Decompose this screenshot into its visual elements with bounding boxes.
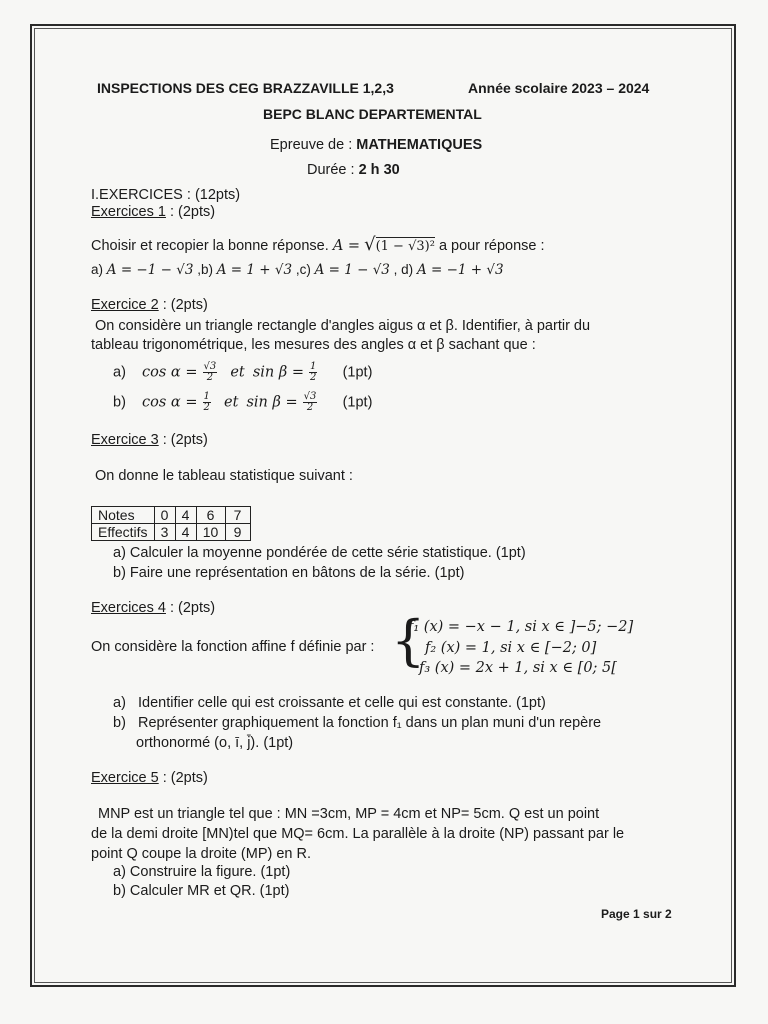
ex3-heading [91,432,208,448]
ex2-b-cos: cos α = [142,394,198,411]
ex3-question-a: a) Calculer la moyenne pondérée de cette série statistique. (1pt) [113,545,526,561]
ex3-question-b: b) Faire une représentation en bâtons de la série. (1pt) [113,565,465,581]
table-row [92,524,251,541]
ex5-line1: MNP est un triangle tel que : MN =3cm, MP = 4cm et NP= 5cm. Q est un point [98,806,600,822]
ex1-a-equals: A = [332,238,361,254]
ex5-points: : (2pts) [158,770,208,786]
ex4-question-b [113,715,601,731]
ex2-line1: On considère un triangle rectangle d'angles aigus α et β. Identifier, à partir du [95,318,591,334]
ex2-a-label: a) [113,364,126,381]
ex2-line2: tableau trigonométrique, les mesures des angles α et β sachant que : [91,337,536,353]
table-row-label: Effectifs [92,524,155,541]
ex2-b-et: et [223,394,239,411]
ex4-heading [91,600,215,616]
header-exam-name: BEPC BLANC DEPARTEMENTAL [263,106,482,122]
ex4-question-a [113,695,546,711]
stats-table [91,506,251,541]
frac-den: 2 [310,372,317,383]
ex4-f3: f₃ (x) = 2x + 1, si x ∈ [0; 5[ [419,660,617,676]
table-row-label: Notes [92,507,155,524]
ex2-title: Exercice 2 [91,297,159,313]
ex1-suffix: a pour réponse : [438,238,545,254]
ex2-a-cos: cos α = [142,364,198,381]
ex1-statement [91,234,545,255]
ex1-radicand: (1 − √3)² [375,239,435,254]
ex1-choices [91,262,504,278]
ex1-instruction: Choisir et recopier la bonne réponse. [91,238,329,254]
ex4-title: Exercices 4 [91,600,166,616]
table-cell: 0 [154,507,175,524]
header-inspections: INSPECTIONS DES CEG BRAZZAVILLE 1,2,3 [97,80,394,96]
table-cell: 3 [154,524,175,541]
ex2-heading [91,297,208,313]
section-title: I.EXERCICES : (12pts) [91,187,241,203]
ex1-points: : (2pts) [165,204,216,220]
choice-a-label: a) [91,262,104,277]
ex5-question-b: b) Calculer MR et QR. (1pt) [113,883,290,899]
table-cell: 4 [175,507,196,524]
ex5-line3: point Q coupe la droite (MP) en R. [91,846,312,862]
frac-den: 2 [203,402,210,413]
ex2-b-points: (1pt) [342,394,373,411]
ex5-question-a: a) Construire la figure. (1pt) [113,864,291,880]
choice-c-label: ,c) [295,262,311,277]
table-cell: 10 [196,524,225,541]
header-subject [270,137,482,153]
choice-a: A = −1 − √3 [106,262,194,278]
table-cell: 6 [196,507,225,524]
ex5-title: Exercice 5 [91,770,159,786]
ex2-item-b [113,392,372,413]
ex4-intro: On considère la fonction affine f définie par : [91,639,375,655]
choice-c: A = 1 − √3 [314,262,390,278]
choice-d: A = −1 + √3 [416,262,504,278]
ex5-heading [91,770,208,786]
frac-num: 1 [310,361,317,372]
ex2-b-label: b) [113,394,126,411]
piecewise-brace: { [391,609,426,672]
frac-num: √3 [203,361,217,372]
ex4-b-label: b) [113,715,126,731]
ex4-f1: f₁ (x) = −x − 1, si x ∈ ]−5; −2] [408,619,634,635]
ex4-a-label: a) [113,695,126,711]
choice-b: A = 1 + √3 [216,262,293,278]
header-duration [307,162,400,178]
ex3-title: Exercice 3 [91,432,159,448]
frac-den: 2 [306,402,314,413]
sqrt-symbol: √ [364,234,376,255]
ex1-title: Exercices 1 [91,204,166,220]
table-cell: 4 [175,524,196,541]
ex3-points: : (2pts) [158,432,208,448]
ex2-a-cos-frac [203,362,218,383]
duration-value: 2 h 30 [358,162,400,178]
ex4-question-b-cont: orthonormé (o, ī, j̄). (1pt) [136,735,294,751]
ex2-a-points: (1pt) [342,364,373,381]
ex2-item-a [113,362,372,383]
table-cell: 7 [225,507,250,524]
choice-d-label: , d) [393,262,414,277]
frac-num: √3 [303,391,317,402]
ex4-b-text: Représenter graphiquement la fonction f₁ dans un plan muni d'un repère [138,715,602,731]
page-number: Page 1 sur 2 [601,907,672,921]
ex2-a-sin-frac [309,362,317,383]
frac-den: 2 [206,372,214,383]
ex3-intro: On donne le tableau statistique suivant : [95,468,353,484]
stats-table-wrapper [91,506,251,541]
table-cell: 9 [225,524,250,541]
header-school-year: Année scolaire 2023 – 2024 [468,80,650,96]
choice-b-label: ,b) [197,262,213,277]
ex2-b-sin: sin β = [246,394,298,411]
ex4-f2: f₂ (x) = 1, si x ∈ [−2; 0] [425,640,597,656]
subject-value: MATHEMATIQUES [356,137,483,153]
frac-num: 1 [203,391,210,402]
ex2-a-sin: sin β = [252,364,304,381]
ex2-b-sin-frac [303,392,318,413]
table-row [92,507,251,524]
ex4-a-text: Identifier celle qui est croissante et celle qui est constante. (1pt) [138,695,546,711]
ex2-a-et: et [230,364,245,381]
subject-label: Epreuve de : [270,137,357,153]
ex2-points: : (2pts) [158,297,208,313]
ex2-b-cos-frac [203,392,211,413]
ex1-heading [91,204,215,220]
ex5-line2: de la demi droite [MN)tel que MQ= 6cm. La parallèle à la droite (NP) passant par le [91,826,625,842]
ex4-points: : (2pts) [165,600,216,616]
duration-label: Durée : [307,162,359,178]
